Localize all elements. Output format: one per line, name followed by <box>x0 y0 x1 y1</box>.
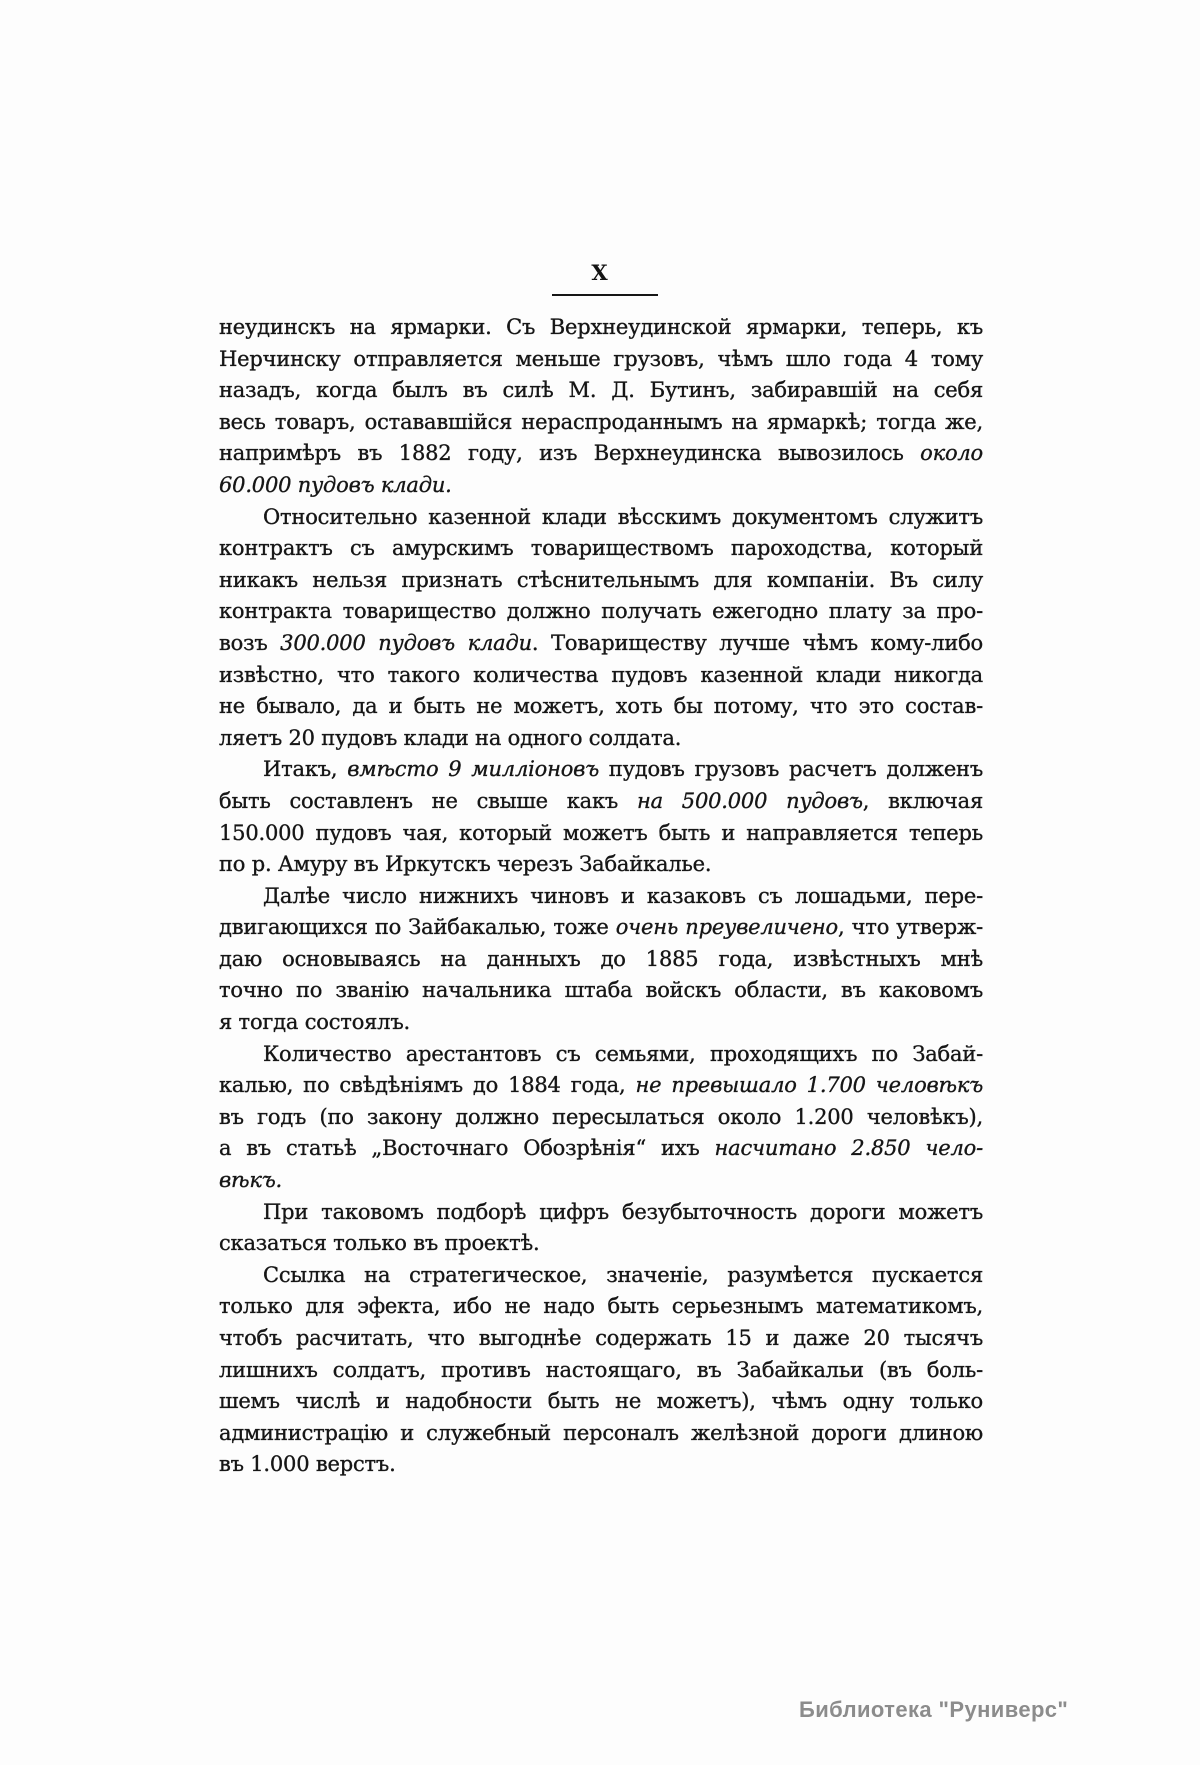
italic-text-segment: не превышало 1.700 человѣкъ <box>635 1073 983 1098</box>
text-segment: весь товаръ, остававшійся нераспроданнымъ на ярмаркѣ; тогда же, <box>219 409 983 434</box>
italic-text-segment: 300.000 пудовъ клади <box>280 630 532 655</box>
text-segment: Относительно казенной клади вѣсскимъ документомъ служитъ <box>263 504 983 529</box>
italic-text-segment: вѣкъ. <box>219 1168 282 1193</box>
italic-text-segment: 60.000 пудовъ клади. <box>219 472 452 497</box>
italic-text-segment: очень преувеличено <box>615 915 838 940</box>
text-line <box>219 1039 983 1071</box>
text-segment: контрактъ съ амурскимъ товариществомъ пароходства, который <box>219 536 983 561</box>
text-segment: даю основываясь на данныхъ до 1885 года, извѣстныхъ мнѣ <box>219 946 983 971</box>
text-segment: При таковомъ подборѣ цифръ безубыточность дороги можетъ <box>263 1199 983 1224</box>
text-segment: администрацію и служебный персоналъ желѣзной дороги длиною <box>219 1420 983 1445</box>
text-line <box>219 1323 983 1355</box>
text-line <box>219 786 983 818</box>
text-segment: чтобъ расчитать, что выгоднѣе содержать 15 и даже 20 тысячъ <box>219 1326 983 1350</box>
text-segment: сказаться только въ проектѣ. <box>219 1231 540 1256</box>
text-segment: Нерчинску отправляется меньше грузовъ, чѣмъ шло года 4 тому <box>219 346 983 371</box>
paragraph <box>219 1260 983 1481</box>
text-segment: точно по званію начальника штаба войскъ области, въ каковомъ <box>219 978 983 1003</box>
text-segment: быть составленъ не свыше какъ <box>219 788 637 813</box>
italic-text-segment: насчитано 2.850 чело- <box>714 1136 984 1161</box>
text-line <box>219 1197 983 1229</box>
text-line <box>219 470 983 502</box>
italic-text-segment: на 500.000 пудовъ <box>636 788 863 813</box>
text-line <box>219 565 983 597</box>
paragraph <box>219 502 983 755</box>
text-segment: ляетъ 20 пудовъ клади на одного солдата. <box>219 725 682 750</box>
text-line <box>219 691 983 723</box>
text-segment: Итакъ, <box>263 757 348 782</box>
text-line <box>219 660 983 692</box>
text-line <box>219 502 983 534</box>
text-line <box>219 1165 983 1197</box>
text-line <box>219 944 983 976</box>
text-segment: , что утверж- <box>837 915 983 940</box>
text-line <box>219 1102 983 1134</box>
paragraph <box>219 1197 983 1260</box>
page-number-rule <box>552 294 658 296</box>
text-line <box>219 1070 983 1102</box>
text-segment: шемъ числѣ и надобности быть не можетъ), чѣмъ одну только <box>219 1389 983 1414</box>
text-segment: Ссылка на стратегическое, значеніе, разумѣется пускается <box>263 1262 983 1287</box>
text-segment: извѣстно, что такого количества пудовъ казенной клади никогда <box>219 662 983 687</box>
text-block <box>219 312 983 1481</box>
text-segment: пудовъ грузовъ расчетъ долженъ <box>599 757 984 782</box>
text-segment: въ годъ (по закону должно пересылаться около 1.200 человѣкъ), <box>219 1104 983 1129</box>
text-segment: лишнихъ солдатъ, противъ настоящаго, въ Забайкальи (въ боль- <box>219 1357 983 1382</box>
text-line <box>219 1260 983 1292</box>
text-line <box>219 912 983 944</box>
text-segment: назадъ, когда былъ въ силѣ М. Д. Бутинъ, забиравшій на себя <box>219 378 983 403</box>
text-line <box>219 596 983 628</box>
text-segment: не бывало, да и быть не можетъ, хоть бы потому, что это состав- <box>219 694 983 719</box>
text-segment: по р. Амуру въ Иркутскъ черезъ Забайкалье. <box>219 852 712 877</box>
text-line <box>219 438 983 470</box>
text-line <box>219 1228 983 1260</box>
text-segment: а въ статьѣ „Восточнаго Обозрѣнія“ ихъ <box>219 1136 715 1161</box>
text-segment: 150.000 пудовъ чая, который можетъ быть и направляется теперь <box>219 820 983 845</box>
text-line <box>219 849 983 881</box>
text-line <box>219 344 983 376</box>
text-line <box>219 881 983 913</box>
text-segment: контракта товарищество должно получать ежегодно плату за про- <box>219 599 983 624</box>
text-line <box>219 407 983 439</box>
text-line <box>219 754 983 786</box>
text-line <box>219 1007 983 1039</box>
text-segment: напримѣръ въ 1882 году, изъ Верхнеудинска вывозилось <box>219 441 921 466</box>
text-segment: калью, по свѣдѣніямъ до 1884 года, <box>219 1073 636 1098</box>
text-line <box>219 1133 983 1165</box>
text-line <box>219 818 983 850</box>
text-segment: . Товариществу лучше чѣмъ кому-либо <box>531 630 983 655</box>
text-line <box>219 1355 983 1387</box>
text-segment: , включая <box>862 788 983 813</box>
text-line <box>219 723 983 755</box>
italic-text-segment: около <box>920 441 983 466</box>
page-number: X <box>591 260 609 285</box>
text-segment: возъ <box>219 630 281 655</box>
text-segment: только для эфекта, ибо не надо быть серьезнымъ математикомъ, <box>219 1294 983 1319</box>
text-segment: въ 1.000 верстъ. <box>219 1452 396 1477</box>
paragraph <box>219 754 983 880</box>
italic-text-segment: вмѣсто 9 милліоновъ <box>347 757 599 782</box>
text-line <box>219 1291 983 1323</box>
paragraph <box>219 312 983 502</box>
text-line <box>219 628 983 660</box>
paragraph <box>219 881 983 1039</box>
text-line <box>219 1386 983 1418</box>
watermark-label: Библиотека "Руниверс" <box>799 1697 1069 1722</box>
text-line <box>219 533 983 565</box>
text-segment: я тогда состоялъ. <box>219 1010 410 1035</box>
text-segment: двигающихся по Зайбакалью, тоже <box>219 915 616 940</box>
text-segment: неудинскъ на ярмарки. Съ Верхнеудинской ярмарки, теперь, къ <box>219 315 983 339</box>
paragraph <box>219 1039 983 1197</box>
text-segment: никакъ нельзя признать стѣснительнымъ для компаніи. Въ силу <box>219 567 983 592</box>
text-segment: Далѣе число нижнихъ чиновъ и казаковъ съ лошадьми, пере- <box>263 883 983 908</box>
text-line <box>219 375 983 407</box>
text-line <box>219 975 983 1007</box>
text-line <box>219 312 983 344</box>
text-line <box>219 1418 983 1450</box>
text-segment: Количество арестантовъ съ семьями, проходящихъ по Забай- <box>263 1041 983 1066</box>
text-line <box>219 1449 983 1481</box>
